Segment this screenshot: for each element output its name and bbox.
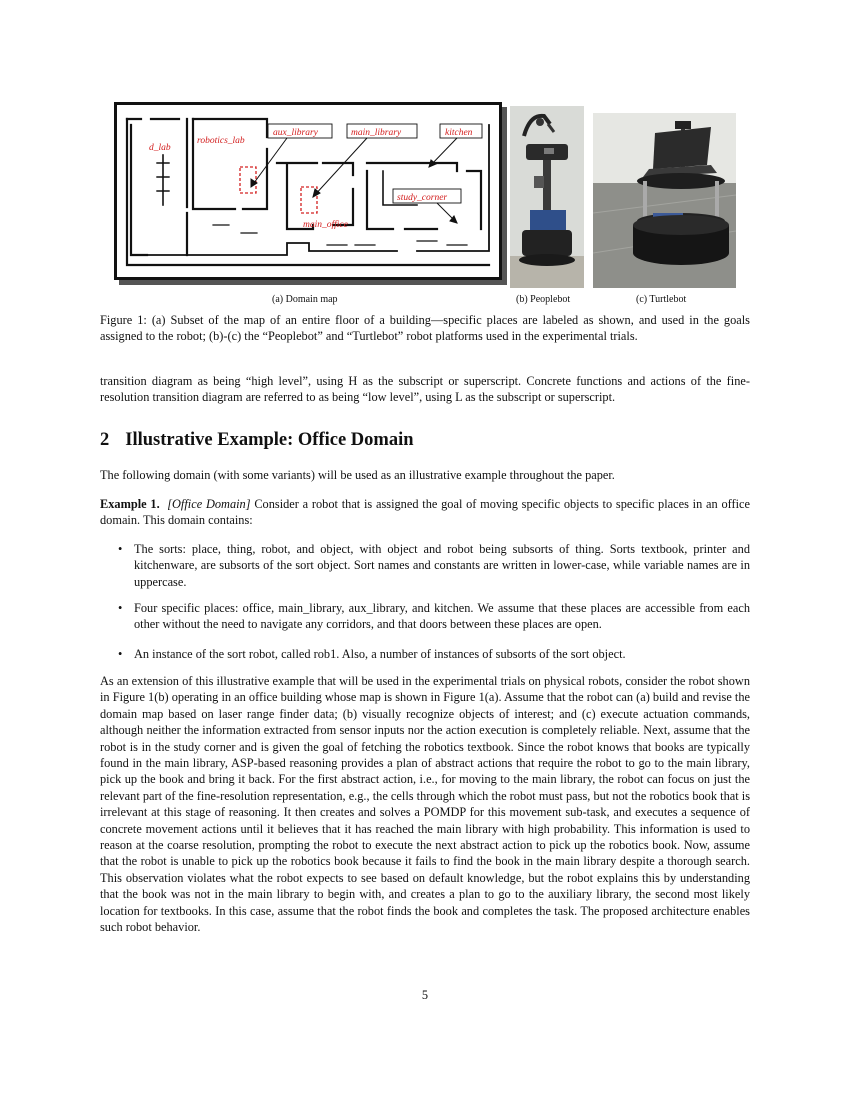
paragraph-intro: The following domain (with some variants) will be used as an illustrative example throughout the paper. [100, 468, 615, 482]
bullet-dot-icon: • [118, 601, 123, 615]
wall-robotics-right [243, 149, 267, 209]
main-library-arrow [313, 138, 367, 197]
domain-map-drawing [117, 105, 499, 277]
section-number: 2 [100, 430, 110, 450]
peoplebot-photo [510, 106, 584, 288]
bullet-dot-icon: • [118, 542, 123, 556]
example-label: Example 1. [100, 497, 160, 511]
bullet-dot-icon: • [118, 647, 123, 661]
wall-center-top [277, 163, 353, 175]
figure-caption: Figure 1: (a) Subset of the map of an entire floor of a building—specific places are labeled as shown, and used in the goals assigned to the robot; (b)-(c) the “Peoplebot” and “Turtlebot” robot platforms used in the experimental trials. [100, 313, 750, 344]
wall-robotics-top [193, 119, 267, 137]
subcaption-peoplebot: (b) Peoplebot [516, 294, 571, 305]
subcaption-turtlebot: (c) Turtlebot [636, 294, 687, 305]
list-item [118, 541, 750, 590]
section-heading [100, 430, 414, 451]
turtlebot-photo [593, 113, 736, 288]
domain-map-figure [114, 102, 502, 280]
bullet-list-robot [118, 646, 750, 662]
wall-dlab-left [131, 125, 147, 255]
map-label-kitchen: kitchen [445, 128, 473, 138]
paragraph-transition: transition diagram as being “high level”, using H as the subscript or superscript. Concrete functions and actions of the fine-resolution transition diagram are referred to as being “low level”, using L as the subscript or superscript. [100, 374, 750, 405]
map-label-main-library: main_library [351, 128, 402, 138]
map-label-robotics-lab: robotics_lab [197, 136, 245, 146]
map-label-d-lab: d_lab [149, 143, 171, 153]
paragraph-extension: As an extension of this illustrative example that will be used in the experimental trials on physical robots, consider the robot shown in Figure 1(b) operating in an office building whose map is shown in Figure 1(a). Assume that the robot can (a) build and revise the domain map based on laser range finder data; (b) visually recognize objects of interest; and (c) execute actuation commands, although neither the information extracted from sensor inputs nor the action execution is completely reliable. Next, assume that the robot is in the study corner and is given the goal of fetching the robotics textbook. Since the robot knows that books are typically found in the main library, ASP-based reasoning provides a plan of abstract actions that require the robot to go to the main library, pick up the book and bring it back. For the first abstract action, i.e., for moving to the main library, the robot can focus on just the relevant part of the fine-resolution representation, e.g., the cells through which the robot must pass, but not the robotics book that is irrelevant at this stage of reasoning. It then creates and solves a POMDP for this movement sub-task, and executes a sequence of concrete movement actions until it believes that it has reached the main library with high probability. This information is used to reason at the coarse resolution, prompting the robot to execute the next abstract action to pick up the robotics book. Now, assume that the robot is unable to pick up the robotics book because it fails to find the book in the main library despite a thorough search. This observation violates what the robot expects to see based on default knowledge, but the robot explains this by understanding that the book was not in the main library to begin with, and creates a plan to go to the auxiliary library, the second most likely location for textbooks. In this case, assume that the robot finds the book and completes the task. The proposed architecture enables such robot behavior. [100, 674, 750, 935]
example-block [100, 496, 750, 529]
subcaption-domain-map: (a) Domain map [272, 294, 338, 305]
map-label-main-office: main_office [303, 220, 348, 230]
bullet-text: An instance of the sort robot, called rob1. Also, a number of instances of subsorts of the sort object. [134, 647, 626, 661]
wall-right [417, 125, 489, 251]
aux-library-region [240, 167, 256, 193]
bullet-list-sorts [118, 541, 750, 590]
page-number: 5 [421, 988, 429, 1002]
example-title: [Office Domain] [167, 497, 251, 511]
map-label-study-corner: study_corner [397, 193, 448, 203]
corridor-clutter [327, 241, 467, 245]
section-title: Illustrative Example: Office Domain [125, 430, 414, 450]
list-item [118, 646, 750, 662]
bullet-text: The sorts: place, thing, robot, and object, with object and robot being subsorts of thing. Sorts textbook, printer and kitchenware, are subsorts of the sort object. Sort names and constants are written in lower-case, while variable names are in uppercase. [134, 542, 750, 589]
map-label-aux-library: aux_library [273, 128, 318, 138]
bullet-list-places [118, 600, 750, 633]
example-text: Consider a robot that is assigned the goal of moving specific objects to specific places in an office domain. This domain contains: [100, 497, 751, 528]
list-item [118, 600, 750, 633]
bullet-text: Four specific places: office, main_library, aux_library, and kitchen. We assume that these places are accessible from each other without the need to navigate any corridors, and that doors between these places are open. [134, 601, 750, 632]
wall-robotics-left [193, 119, 235, 209]
room-clutter [213, 225, 257, 233]
